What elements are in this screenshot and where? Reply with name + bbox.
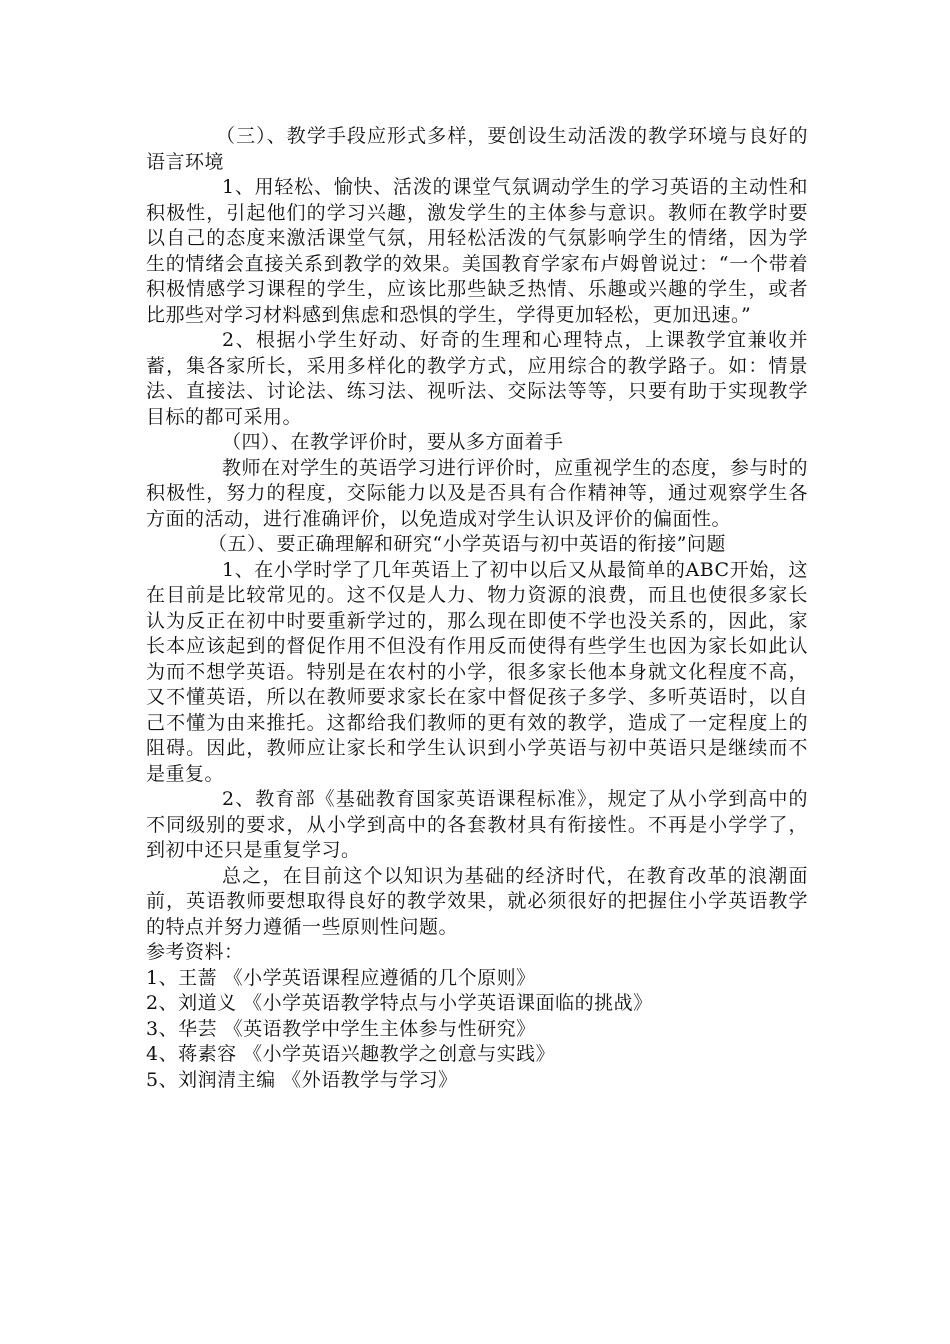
section-4-heading: （四）、在教学评价时，要从多方面着手 [222,431,564,453]
conclusion-paragraph: 总之，在目前这个以知识为基础的经济时代，在教育改革的浪潮面前，英语教师要想取得良好的教学效果，就必须很好的把握住小学英语教学的特点并努力遵循一些原则性问题。 [146,864,808,938]
reference-item: 1、王蔷 《小学英语课程应遵循的几个原则》 [146,966,536,989]
reference-item: 5、刘润清主编 《外语教学与学习》 [146,1068,458,1091]
section-5-heading: （五）、要正确理解和研究“小学英语与初中英语的衔接”问题 [208,533,726,555]
section-3-paragraph-1: 1、用轻松、愉快、活泼的课堂气氛调动学生的学习英语的主动性和积极性，引起他们的学习兴趣，激发学生的主体参与意识。教师在教学时要以自己的态度来激活课堂气氛，用轻松活泼的气氛影响学生的情绪，因为学生的情绪会直接关系到教学的效果。美国教育学家布卢姆曾说过：“一个带着积极情感学习课程的学生，应该比那些缺乏热情、乐趣或兴趣的学生，或者比那些对学习材料感到焦虑和恐惧的学生，学得更加轻松，更加迅速。” [146,176,808,326]
section-4-paragraph-1: 教师在对学生的英语学习进行评价时，应重视学生的态度，参与时的积极性，努力的程度，交际能力以及是否具有合作精神等，通过观察学生各方面的活动，进行准确评价，以免造成对学生认识及评价的偏面性。 [146,456,808,530]
reference-item: 4、蒋素容 《小学英语兴趣教学之创意与实践》 [146,1043,556,1065]
reference-item: 3、华芸 《英语教学中学生主体参与性研究》 [146,1017,536,1040]
section-3-heading: （三）、教学手段应形式多样，要创设生动活泼的教学环境与良好的语言环境 [146,125,808,173]
references-title: 参考资料： [146,941,244,963]
document-body [146,124,808,1093]
reference-item: 2、刘道义 《小学英语教学特点与小学英语课面临的挑战》 [146,992,653,1014]
section-5-paragraph-1: 1、在小学时学了几年英语上了初中以后又从最简单的ABC开始，这在目前是比较常见的。这不仅是人力、物力资源的浪费，而且也使很多家长认为反正在初中时要重新学过的，那么现在即使不学也没关系的，因此，家长本应该起到的督促作用不但没有作用反而使得有些学生也因为家长如此认为而不想学英语。特别是在农村的小学，很多家长他本身就文化程度不高，又不懂英语，所以在教师要求家长在家中督促孩子多学、多听英语时，以自己不懂为由来推托。这都给我们教师的更有效的教学，造成了一定程度上的阻碍。因此，教师应让家长和学生认识到小学英语与初中英语只是继续而不是重复。 [146,558,808,785]
section-5-paragraph-2: 2、教育部《基础教育国家英语课程标准》，规定了从小学到高中的不同级别的要求，从小学到高中的各套教材具有衔接性。不再是小学学了，到初中还只是重复学习。 [146,788,808,861]
section-3-paragraph-2: 2、根据小学生好动、好奇的生理和心理特点，上课教学宜兼收并蓄，集各家所长，采用多样化的教学方式，应用综合的教学路子。如：情景法、直接法、讨论法、练习法、视听法、交际法等等，只要有助于实现教学目标的都可采用。 [146,329,808,428]
